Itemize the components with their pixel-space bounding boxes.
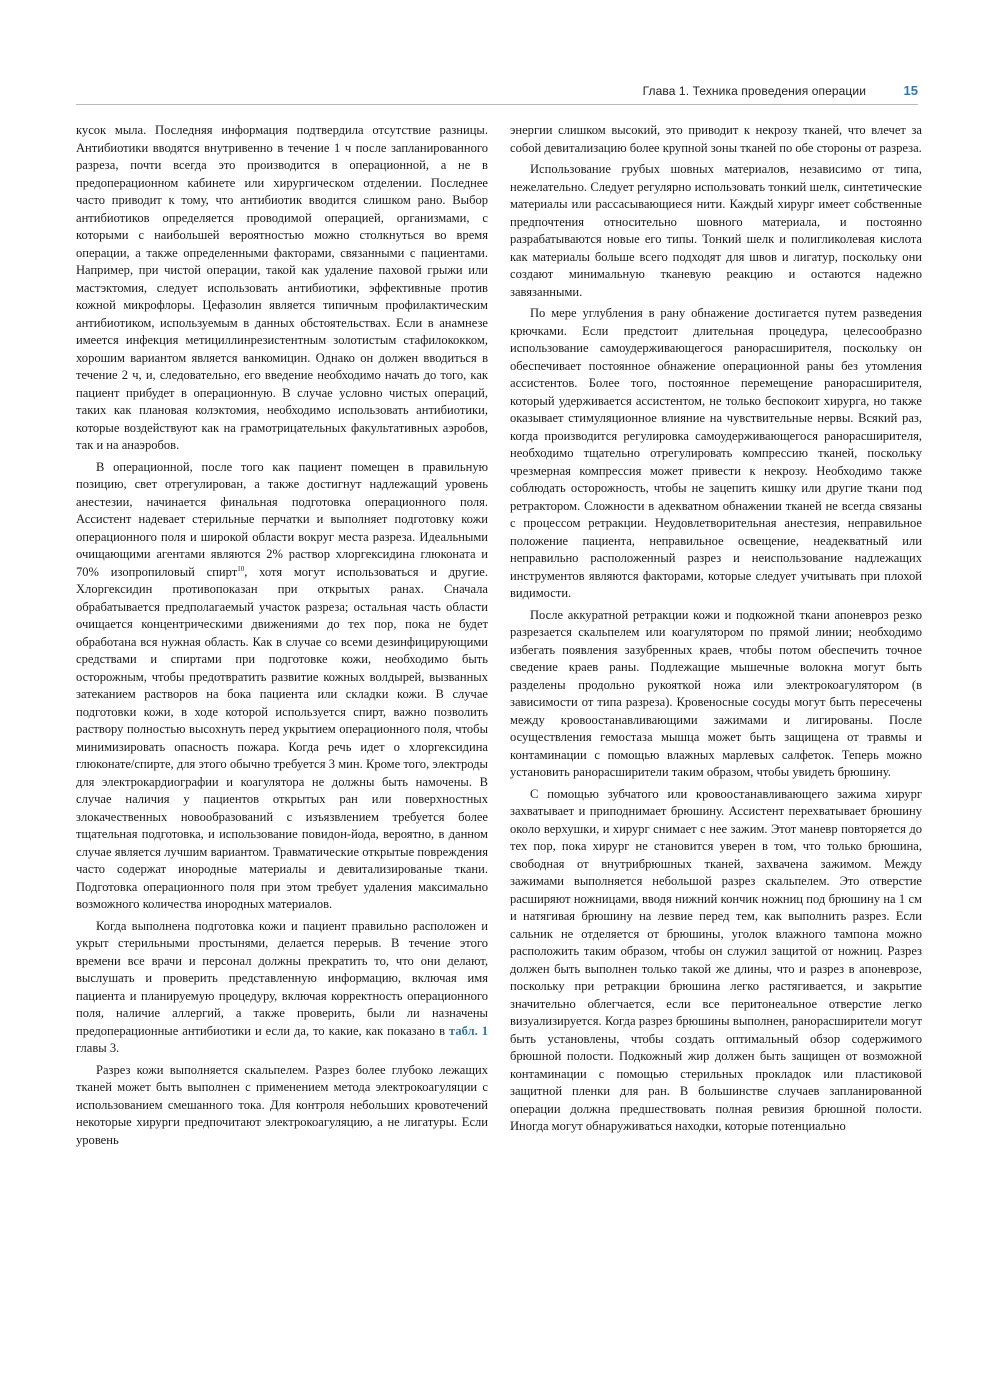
paragraph-suture-materials: Использование грубых шовных материалов, независимо от типа, нежелательно. Следует регулярно использовать тонкий шелк, синтетические материалы или рассасывающиеся нити. Каждый хирург имеет собственные предпочтения относительно шовного материала, и постоянно разрабатываются новые его типы. Тонкий шелк и полигликолевая кислота как материалы больше всего подходят для швов и лигатур, поскольку они создают минимальную тканевую реакцию и остаются надежно завязанными. xyxy=(510,162,922,299)
right-column xyxy=(510,122,922,1140)
page-number: 15 xyxy=(903,83,918,98)
chapter-title: Глава 1. Техника проведения операции xyxy=(642,84,866,98)
paragraph-time-out xyxy=(76,918,488,1058)
paragraph-text: В операционной, после того как пациент помещен в правильную позицию, свет отрегулирован, а также достигнут надлежащий уровень анестезии, начинается финальная подготовка операционного поля. Ассистент надевает стерильные перчатки и выполняет подготовку кожи операционного поля и широкой области вокруг места разреза. Идеальными очищающими агентами являются 2% раствор хлоргексидина глюконата и 70% изопропиловый спирт xyxy=(76,459,488,579)
paragraph-retraction: По мере углубления в рану обнажение достигается путем разведения крючками. Если предстоит длительная процедура, целесообразно использование самоудерживающегося ранорасширителя, поскольку он обеспечивает постоянное обнажение операционной раны без утомления ассистентов. Более того, постоянное перемещение ранорасширителя, который удерживается ассистентом, не только беспокоит хирурга, но также оказывает стимуляционное влияние на чувствительные нервы. Всякий раз, когда производится регулировка самоудерживающегося ранорасширителя, необходимо тщательно отрегулировать компрессию тканей, поскольку чрезмерная компрессия может привести к некрозу. Необходимо также соблюдать осторожность, чтобы не зацепить кишку или другие ткани под ретрактором. Сложности в адекватном обнажении тканей не всегда связаны с процессом ретракции. Неудовлетворительная анестезия, неправильное положение пациента, неправильное освещение, неадекватный или неправильно расположенный разрез и неиспользование надлежащих инструментов являются факторами, которые следует учитывать при плохой видимости. xyxy=(510,306,922,600)
left-column xyxy=(76,122,488,1153)
paragraph-skin-incision: Разрез кожи выполняется скальпелем. Разрез более глубоко лежащих тканей может быть выполнен с применением метода электрокоагуляции с использованием смешанного тока. Для контроля небольших кровотечений некоторые хирурги предпочитают электрокоагуляцию, а не лигатуры. Если уровень xyxy=(76,1062,488,1147)
table-reference-link[interactable]: табл. 1 xyxy=(449,1023,489,1038)
paragraph-skin-preparation xyxy=(76,459,488,914)
paragraph-antibiotics: кусок мыла. Последняя информация подтвердила отсутствие разницы. Антибиотики вводятся внутривенно в течение 1 ч после запланированного разреза, почти всегда это производится в операционной, а не в предоперационном кабинете или хирургическом отделении. Последнее часто приводит к тому, что антибиотик вводится слишком рано. Выбор антибиотиков определяется проводимой операцией, организмами, с которыми с наибольшей вероятностью можно столкнуться во время операции, а также определенными факторами, связанными с пациентами. Например, при чистой операции, такой как удаление паховой грыжи или мастэктомия, следует использовать антибиотики, эффективные против кожной микрофлоры. Цефазолин является типичным профилактическим антибиотиком, используемым в данных обстоятельствах. Если в анамнезе имеется инфекция метициллинрезистентным золотистым стафилококком, хорошим вариантом является ванкомицин. Однако он должен вводиться в течение 2 ч, и, следовательно, его введение необходимо начать до того, как пациент прибудет в операционную. В случае условно чистых операций, таких как плановая колэктомия, необходимо использовать антибиотики, которые воздействуют как на грамотрицательных факультативных аэробов, так и на анаэробов. xyxy=(76,123,488,452)
paragraph-electrocoagulation: энергии слишком высокий, это приводит к некрозу тканей, что влечет за собой девитализацию более крупной зоны тканей по обе стороны от разреза. xyxy=(510,123,922,155)
citation-marker: 10 xyxy=(237,564,245,573)
running-header xyxy=(76,82,918,105)
paragraph-text: Когда выполнена подготовка кожи и пациент правильно расположен и укрыт стерильными простынями, делается перерыв. В течение этого времени все врачи и персонал должны прекратить то, что они делают, выслушать и проверить представленную информацию, включая имя пациента и планируемую процедуру, включая корректность операционного поля, наличие аллергий, а также проверить, были ли назначены предоперационные антибиотики и если да, то какие, как показано в xyxy=(76,918,488,1038)
paragraph-text: главы 3. xyxy=(76,1041,120,1055)
paragraph-peritoneum: С помощью зубчатого или кровоостанавливающего зажима хирург захватывает и приподнимает брюшину. Ассистент перехватывает брюшину около верхушки, и хирург снимает с нее зажим. Этот маневр повторяется до тех пор, пока хирург не становится уверен в том, что только брюшина, свободная от внутрибрюшных тканей, захвачена зажимом. Между зажимами выполняется небольшой разрез скальпелем. Это отверстие расширяют ножницами, вводя нижний кончик ножниц под брюшину на 1 см и натягивая брюшину на лезвие перед тем, как выполнить разрез. Если сальник не отделяется от брюшины, уголок влажного тампона можно расположить таким образом, чтобы он служил защитой от ножниц. Разрез должен быть выполнен только такой же длины, что и разрез в апоневрозе, поскольку при ретракции брюшина легко растягивается, и закрытие значительно облегчается, если все перитонеальное отверстие легко визуализируется. Когда разрез брюшины выполнен, ранорасширители могут быть установлены, чтобы создать оптимальный обзор содержимого брюшной полости. Подкожный жир должен быть защищен от возможной контаминации с помощью стерильных прокладок или пластиковой защитной пленки для ран. В большинстве случаев запланированной операции должна предшествовать полная ревизия брюшной полости. Иногда могут обнаруживаться находки, которые потенциально xyxy=(510,786,922,1133)
paragraph-aponeurosis: После аккуратной ретракции кожи и подкожной ткани апоневроз резко разрезается скальпелем или коагулятором по прямой линии; необходимо избегать появления зазубренных краев, чтобы потом обеспечить точное сведение краев раны. Подлежащие мышечные волокна могут быть разделены продольно рукояткой ножа или электрокоагулятором (в зависимости от типа разреза). Кровеносные сосуды могут быть пересечены между кровоостанавливающими зажимами и лигированы. После осуществления гемостаза мышца может быть защищена от травмы и контаминации с помощью влажных марлевых салфеток. Теперь можно установить ранорасширители таким образом, чтобы увидеть брюшину. xyxy=(510,607,922,779)
paragraph-text: , хотя могут использоваться и другие. Хлоргексидин противопоказан при открытых ранах. Сначала обрабатывается предполагаемый участок разреза; остальная часть области очищается концентрическими движениями до тех пор, пока не будет обработана вся нужная область. Как в случае со всеми дезинфицирующими средствами и спиртами при подготовке кожи, необходимо быть осторожным, чтобы предотвратить развитие кожных волдырей, вызванных затеканием растворов на бока пациента или складки кожи. В случае подготовки кожи, в ходе которой используется спирт, важно позволить раствору полностью высохнуть перед укрытием операционного поля, чтобы минимизировать опасность пожара. Когда речь идет о хлоргексидина глюконате/спирте, для этого обычно требуется 3 мин. Кроме того, электроды для электрокардиографии и коагулятора не должны быть намочены. В случае наличия у пациентов открытых ран или поверхностных злокачественных новообразований с изъязвлением требуется более тщательная подготовка, и использование повидон-йода, вероятно, в данном случае является лучшим вариантом. Травматические открытые повреждения часто содержат инородные материалы и девитализированые ткани. Подготовка операционного поля при этом требует удаления максимально возможного количества инородных материалов. xyxy=(76,564,488,911)
